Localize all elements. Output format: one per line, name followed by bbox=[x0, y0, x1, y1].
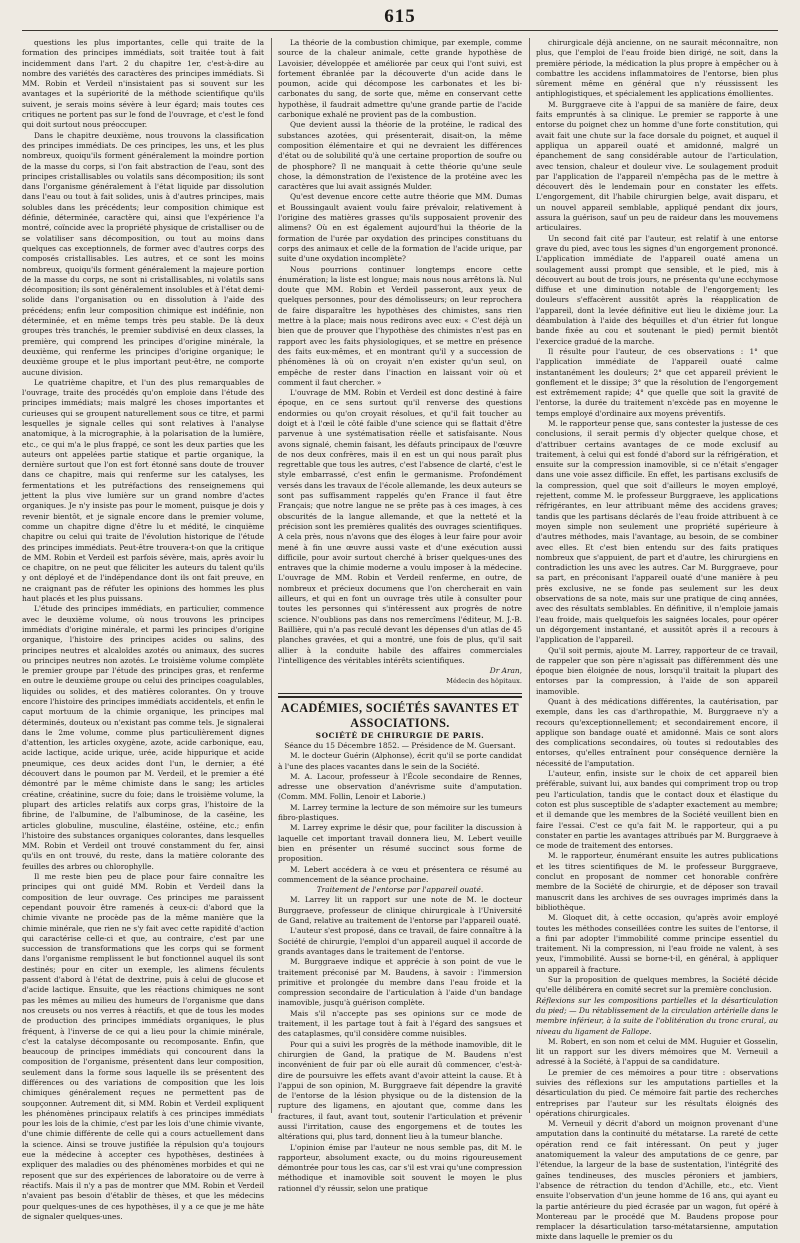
column-left bbox=[22, 38, 264, 1221]
author-affiliation: Médecin des hôpitaux. bbox=[446, 677, 522, 686]
paragraph: M. Verneuil y décrit d'abord un moignon provenant d'une amputation dans la continuité du métatarse. La rareté de cette opération rend ce fait intéressant. On peut y juger anatomiquement la valeur des amputations de ce genre, par l'étendue, la largeur de la base de sustentation, l'intégrité des gaînes tendineuses, des muscles péroniers et jambiers, l'absence de rétraction du tendon d'Achille, etc., etc. Vient ensuite l'observation d'un jeune homme de 16 ans, qui ayant eu la partie antérieure du pied écrasée par un wagon, fut opéré à Montereau par le procédé que M. Baudens propose pour remplacer la désarticulation tarso-métatarsienne, amputation mixte dans laquelle le premier os du bbox=[536, 1119, 778, 1242]
section-rule bbox=[278, 693, 522, 694]
paragraph: Que devient aussi la théorie de la protéine, le radical des substances azotées, qui présenterait, disait-on, la même composition élémentaire et qui ne devraient les différences d'état ou de solubilité qu'à une certaine proportion de soufre ou de phosphore? Il ne manquait à cette théorie qu'une seule chose, la démonstration de l'existence de la protéine avec les caractères que lui avait assignés Mulder. bbox=[278, 120, 522, 192]
paragraph: M. Burggraeve cite à l'appui de sa manière de faire, deux faits empruntés à sa clinique. Le premier se rapporte à une entorse du poignet chez un homme d'une forte constitution, qui avait fait une chute sur la face dorsale du poignet, et auquel il appliqua un appareil ouaté et amidonné, malgré un épanchement de sang considérable autour de l'articulation, avec tension, chaleur et douleur vive. Le soulagement produit par l'application de l'appareil n'empêcha pas de le mettre à découvert dès le lendemain pour en constater les effets. L'engorgement, dit l'habile chirurgien belge, avait disparu, et un nouvel appareil semblable, appliqué pendant dix jours, assura la guérison, sauf un peu de raideur dans les mouvemens articulaires. bbox=[536, 99, 778, 233]
paragraph: Il me reste bien peu de place pour faire connaître les principes qui ont guidé MM. Robin et Verdeil dans la composition de leur ouvrage. Ces principes me paraissent cependant pouvoir être ramenés à ceux-ci: d'abord que la chimie vivante ne procède pas de la même manière que la chimie minérale, que rien ne s'y fait avec cette rapidité d'action qui caractérise celle-ci et que, au contraire, c'est par une succession de transformations que les corps qui se forment dans l'organisme remplissent le but fonctionnel auquel ils sont destinés; pour en citer un exemple, les alimens féculents passent d'abord à l'état de dextrine, puis à celui de glucose et d'acide lactique. Ensuite, que les réactions chimiques ne sont pas les mêmes au milieu des humeurs de l'organisme que dans nos creusets ou nos verres à réactifs, et que de tous les modes de production des principes immédiats organiques, le plus fréquent, à l'inverse de ce qui a lieu pour la chimie minérale, c'est la catalyse décomposante ou recomposante. Enfin, que beaucoup de principes immédiats qui concourent dans la composition de l'organisme, présentent dans leur composition, seulement dans la forme sous laquelle ils se présentent des différences ou des variations de composition que les lois chimiques généralement reçues ne permettent pas de soupçonner. Autrement dit, si MM. Robin et Verdeil expliquent les phénomènes principaux relatifs à ces principes immédiats pour les lois de la chimie, c'est par les lois d'une chimie vivante, d'une chimie différente de celle qui a cours actuellement dans la science. Ainsi se trouve justifiée la répulsion qu'a toujours eue la médecine à accepter ces hypothèses, destinées à expliquer des maladies ou des phénomènes morbides et qui ne reposent que sur des expériences de laboratoire ou de verre à réactifs. Mais il n'y a pas de montrer que MM. Robin et Verdeil n'avaient pas besoin d'établir de thèses, et que les médecins pour quelques-unes de ces hypothèses, il y a ce que je me hâte de signaler quelques-unes. bbox=[22, 872, 264, 1221]
column-divider bbox=[529, 38, 530, 1113]
paragraph: Le premier de ces mémoires a pour titre : observations suivies des réflexions sur les amputations partielles et la désarticulation du pied. Ce mémoire fait partie des recherches entreprises par l'auteur sur les résultats éloignés des opérations chirurgicales. bbox=[536, 1067, 778, 1118]
paragraph: Dans le chapitre deuxième, nous trouvons la classification des principes immédiats. De ces principes, les uns, et les plus nombreux, quoiqu'ils forment généralement la moindre portion de la masse du corps, si l'on fait abstraction de l'eau, sont des principes cristallisables ou volatils sans décomposition; ils sont dans l'organisme généralement à l'état liquide par dissolution dans l'eau ou tout à fait solides, unis à d'autres principes, mais solubles dans les précédents; leur composition chimique est définie, déterminée, caractère qui, ainsi que l'expérience l'a montré, coïncide avec la propriété physique de cristalliser ou de se volatiliser sans décomposition, ou tout au moins dans quelques cas exceptionnels, de former avec d'autres corps des composés cristallisables. Les autres, et ce sont les moins nombreux, quoiqu'ils forment généralement la majeure portion de la masse du corps, ne sont ni cristallisables, ni volatils sans décomposition; ils sont généralement insolubles et à l'état demi-solide dans l'organisation ou en dissolution à l'aide des précédens; enfin leur composition chimique est indéfinie, non déterminée, et en même temps très peu stable. De là deux groupes très tranchés, le premier subdivisé en deux classes, la première, qui comprend les principes d'origine minérale, la deuxième, qui renferme les principes d'origine organique; le deuxième groupe et le plus important peut-être, ne comporte aucune division. bbox=[22, 130, 264, 377]
column-middle bbox=[278, 38, 522, 1193]
paragraph: La théorie de la combustion chimique, par exemple, comme source de la chaleur animale, cette grande hypothèse de Lavoisier, développée et améliorée par ceux qui l'ont suivi, est fortement ébranlée par la découverte d'un acide dans le poumon, acide qui décompose les carbonates et les bi-carbonates du sang, de sorte que, même en conservant cette hypothèse, il faudrait admettre qu'une grande partie de l'acide carbonique exhalé ne provient pas de la combustion. bbox=[278, 38, 522, 120]
paragraph: L'opinion émise par l'auteur ne nous semble pas, dit M. le rapporteur, absolument exacte, ou du moins rigoureusement démontrée pour tous les cas, car s'il est vrai qu'une compression méthodique et inamovible soit souvent le moyen le plus rationnel d'y réussir, selon une pratique bbox=[278, 1142, 522, 1193]
paragraph: M. A. Lacour, professeur à l'École secondaire de Rennes, adresse une observation d'anévrisme suite d'amputation. (Comm. MM. Follin, Lenoir et Laborie.) bbox=[278, 771, 522, 802]
paragraph: Le quatrième chapitre, et l'un des plus remarquables de l'ouvrage, traite des procédés qu'on emploie dans l'étude des principes immédiats; mais malgré les choses importantes et curieuses qui se groupent naturellement sous ce titre, et parmi lesquelles je signale celles qui sont relatives à l'analyse anatomique, à la micrographie, à la polarisation de la lumière, etc., ce qui m'a le plus frappé, ce sont les deux parties que les auteurs ont appelées partie statique et partie organique, la dernière surtout que l'on est fort étonné sans doute de trouver dans ce chapitre, mais qui renferme sur les catalyses, les fermentations et les putréfactions des renseignemens qui jettent la plus vive lumière sur un grand nombre d'actes organiques. Je n'y insiste pas pour le moment, puisque je dois y revenir bientôt, et je signale encore dans le premier volume, comme un chapitre digne d'être lu et médité, le cinquième chapitre ou celui qui traite de l'évolution historique de l'étude des principes immédiats. Peut-être trouvera-t-on que la critique de MM. Robin et Verdeil est parfois sévère, mais, après avoir lu ce chapitre, on ne peut que féliciter les auteurs du talent qu'ils y ont déployé et de l'indépendance dont ils ont fait preuve, en ne craignant pas de réfuter les opinions des hommes les plus haut placés et les plus puissans. bbox=[22, 377, 264, 604]
paragraph: chirurgicale déjà ancienne, on ne saurait méconnaître, non plus, que l'emploi de l'eau froide bien dirigé, ne soit, dans la première période, la médication la plus propre à empêcher ou à combattre les accidens inflammatoires de l'entorse, bien plus sûrement même en général que n'y réussissent les antiphlogistiques, et spécialement les applications émollientes. bbox=[536, 38, 778, 99]
paragraph: M. Lebert accédera à ce vœu et présentera ce résumé au commencement de la séance prochaine. bbox=[278, 864, 522, 884]
session-line: Séance du 15 Décembre 1852. — Présidence de M. Guersant. bbox=[284, 741, 516, 750]
paragraph: M. Larrey exprime le désir que, pour faciliter la discussion à laquelle cet important travail donnera lieu, M. Lebert veuille bien en présenter un résumé succinct sous forme de proposition. bbox=[278, 823, 522, 864]
paragraph: L'ouvrage de MM. Robin et Verdeil est donc destiné à faire époque, en ce sens surtout qu'il renverse des questions endormies ou qu'on croyait résolues, et qu'il fait toucher au doigt et à l'œil le côté faible d'une science qui se flattait d'être parvenue à une systématisation réelle et satisfaisante. Nous avons signalé, chemin faisant, les défauts principaux de l'œuvre de nos deux confrères, mais il en est un qui nous paraît plus regrettable que tous les autres, c'est l'absence de clarté, c'est le style embarrassé, c'est enfin le germanisme. Profondément versés dans les travaux de l'école allemande, les deux auteurs se sont pas suffisamment rappelés qu'en France il faut être Français; que notre langue ne se prête pas à ces images, à ces obscurités de la langue allemande, et que la netteté et la précision sont les premières qualités des ouvrages scientifiques. A cela près, nous n'avons que des éloges à leur faire pour avoir mené à fin une œuvre aussi vaste et d'une exécution aussi difficile, pour avoir surtout cherché à briser quelques-unes des entraves que la chimie moderne a voulu imposer à la médecine. L'ouvrage de MM. Robin et Verdeil renferme, en outre, de nombreux et précieux documens que l'on chercherait en vain ailleurs, et qui en font un ouvrage très utile à consulter pour toutes les personnes qui s'intéressent aux progrès de notre science. N'oublions pas dans nos remercîmens l'éditeur, M. J.-B. Baillière, qui n'a pas reculé devant les dépenses d'un atlas de 45 planches gravées, et qui a montré, une fois de plus, qu'il sait allier à la conduite habile des affaires commerciales l'intelligence des véritables intérêts scientifiques. bbox=[278, 388, 522, 665]
subheading: Traitement de l'entorse par l'appareil ouaté. bbox=[316, 885, 484, 895]
paragraph: Nous pourrions continuer longtemps encore cette énumération; la liste est longue; mais nous nous arrêtons là. Nul doute que MM. Robin et Verdeil passeront, aux yeux de quelques personnes, pour des démolisseurs; on leur reprochera de faire disparaître les hypothèses des chimistes, sans rien mettre à la place; mais nous redirons avec eux: « C'est déjà un bien que de prouver que l'hypothèse des chimistes n'est pas en rapport avec les faits physiologiques, et se mettre en présence des faits eux-mêmes, et en montrant qu'il y a succession de phénomènes là où on croyait n'en exister qu'un seul, on empêche de rester dans l'inaction en laissant voir où et comment il faut chercher. » bbox=[278, 264, 522, 387]
section-rule bbox=[278, 696, 522, 698]
society-title: SOCIÉTÉ DE CHIRURGIE DE PARIS. bbox=[315, 730, 485, 740]
paragraph: M. Robert, en son nom et celui de MM. Huguier et Gosselin, lit un rapport sur les divers mémoires que M. Verneuil a adressé à la Société, à l'appui de sa candidature. bbox=[536, 1036, 778, 1067]
column-right bbox=[536, 38, 778, 1242]
paragraph: Sur la proposition de quelques membres, la Société décide qu'elle délibérera en comité secret sur la première conclusion. bbox=[536, 975, 778, 995]
column-divider bbox=[271, 38, 272, 1113]
top-rule bbox=[22, 30, 778, 31]
paragraph: L'étude des principes immédiats, en particulier, commence avec le deuxième volume, où nous trouvons les principes immédiats d'origine minérale, et parmi les principes d'origine organique, l'histoire des principes acides ou salins, des principes neutres et alcaloïdes azotés ou animaux, des sucres ou principes neutres non azotés. Le troisième volume complète le premier groupe par l'étude des principes gras, et renferme en outre le deuxième groupe ou celui des principes coagulables, liquides ou solides, et des matières colorantes. On y trouve encore l'histoire des principes immédiats accidentels, et enfin le caput mortuum de la chimie organique, les principes mal déterminés, douteux ou n'existant pas comme tels. Je signalerai dans le 2me volume, comme plus particulièrement dignes d'attention, les articles oxygène, azote, acide carbonique, eau, acide lactique, acide urique, urée, acide hippurique et acide pneumique, ces deux acides dont l'un, le dernier, a été découvert dans le poumon par M. Verdeil, et le premier a été démontré par le même chimiste dans le sang; les articles créatine, créatinine, sucre du foie; dans le troisième volume, la plupart des articles relatifs aux corps gras, l'histoire de la fibrine, de l'albumine, de l'albuminose, de la caséine, les articles globuline, musculine, élastéine, ostéine, etc.; enfin l'histoire des substances organiques colorantes, dans lesquelles MM. Robin et Verdeil ont trouvé constamment du fer, ainsi qu'ils en ont trouvé, du reste, dans la matière colorante des feuilles des arbres ou chlorophylle. bbox=[22, 604, 264, 871]
paragraph: questions les plus importantes, celle qui traite de la formation des principes immédiats, soit traitée tout à fait incidemment dans l'art. 2 du chapitre 1er, c'est-à-dire au nombre des variétés des caractères des principes immédiats. Si MM. Robin et Verdeil n'insistaient pas si souvent sur les avantages et la supériorité de la méthode scientifique qu'ils suivent, je serais moins sévère à leur égard; mais toutes ces critiques ne portent pas sur le fond de l'ouvrage, et c'est le fond qui doit surtout nous préoccuper. bbox=[22, 38, 264, 130]
paragraph: Il résulte pour l'auteur, de ces observations : 1° que l'application immédiate de l'appareil ouaté calme instantanément les douleurs; 2° que cet appareil prévient le gonflement et le dissipe; 3° que la résolution de l'engorgement est extrêmement rapide; 4° que quelle que soit la gravité de l'entorse, la durée du traitement n'excède pas en moyenne le temps employé d'ordinaire aux moyens préventifs. bbox=[536, 346, 778, 418]
paragraph: Qu'il soit permis, ajoute M. Larrey, rapporteur de ce travail, de rappeler que son père n'agissait pas différemment dès une époque bien éloignée de nous, lorsqu'il traitait la plupart des entorses par la compression, à l'aide de son appareil inamovible. bbox=[536, 645, 778, 696]
paragraph: Pour qui a suivi les progrès de la méthode inamovible, dit le chirurgien de Gand, la pratique de M. Baudens n'est inconvénient de fuir par où elle aurait dû commencer, c'est-à-dire de poursuivre les effets avant d'avoir atteint la cause. Et à l'appui de son opinion, M. Burggraeve fait dépendre la gravité de l'entorse de la lésion physique ou de la distension de la rupture des ligamens, en ajoutant que, comme dans les fractures, il faut, avant tout, soutenir l'articulation et prévenir aussi l'irritation, cause des engorgemens et de toutes les altérations qui, plus tard, donnent lieu à la tumeur blanche. bbox=[278, 1039, 522, 1142]
paragraph: M. Gloquet dit, à cette occasion, qu'après avoir employé toutes les méthodes conseillées contre les suites de l'entorse, il a fini par adopter l'immobilité comme principe essentiel du traitement. Ni la compression, ni l'eau froide ne valent, à ses yeux, l'immobilité. Aussi se borne-t-il, en général, à appliquer un appareil à fracture. bbox=[536, 913, 778, 974]
paragraph: Mais s'il n'accepte pas ses opinions sur ce mode de traitement, il les partage tout à fait à l'égard des sangsues et des cataplasmes, qu'il considère comme nuisibles. bbox=[278, 1008, 522, 1039]
paragraph: M. Burggraeve indique et apprécie à son point de vue le traitement préconisé par M. Baudens, à savoir : l'immersion primitive et prolongée du membre dans l'eau froide et la compression secondaire de l'articulation à l'aide d'un bandage inamovible, jusqu'à guérison complète. bbox=[278, 957, 522, 1008]
paragraph: M. Larrey termine la lecture de son mémoire sur les tumeurs fibro-plastiques. bbox=[278, 802, 522, 823]
paragraph: M. Larrey lit un rapport sur une note de M. le docteur Burggraeve, professeur de clinique chirurgicale à l'Université de Gand, relative au traitement de l'entorse par l'appareil ouaté. bbox=[278, 895, 522, 926]
paragraph: Qu'est devenue encore cette autre théorie que MM. Dumas et Boussingault avaient voulu faire prévaloir, relativement à l'origine des matières grasses qu'ils supposaient provenir des alimens? Où en est également aujourd'hui la théorie de la formation de l'urée par oxydation des principes constituans du corps des animaux et celle de la formation de l'acide urique, par suite d'une oxydation incomplète? bbox=[278, 192, 522, 264]
paragraph: M. le docteur Guérin (Alphonse), écrit qu'il se porte candidat à l'une des places vacantes dans le sein de la Société. bbox=[278, 751, 522, 771]
paragraph: L'auteur, enfin, insiste sur le choix de cet appareil bien préférable, suivant lui, aux bandes qui compriment trop ou trop peu l'articulation, tandis que le contact doux et élastique du coton est plus susceptible de s'adapter exactement au membre; et il demande que les membres de la Société veuillent bien en faire l'essai. C'est ce qu'a fait M. le rapporteur, qui a pu constater en partie les avantages attribués par M. Burggraeve à ce mode de traitement des entorses. bbox=[536, 769, 778, 851]
paragraph: L'auteur s'est proposé, dans ce travail, de faire connaître à la Société de chirurgie, l'emploi d'un appareil auquel il accorde de grands avantages dans le traitement de l'entorse. bbox=[278, 926, 522, 956]
paragraph: M. le rapporteur pense que, sans contester la justesse de ces conclusions, il serait permis d'y objecter quelque chose, et d'attribuer certains avantages de ce mode exclusif au traitement, à celui qui est fondé d'abord sur la réfrigération, et ensuite sur la compression inamovible, si ce n'était s'engager dans une voie assez difficile. En effet, les partisans exclusifs de la compression, quel que soit d'ailleurs le moyen employé, rejettent, comme M. le professeur Burggraeve, les applications réfrigérantes, en leur attribuant même des accidens graves; tandis que les partisans déclarés de l'eau froide attribuent à ce moyen simple non seulement une propriété supérieure à d'autres méthodes, mais l'avantage, au besoin, de se combiner avec elles. Et c'est bien entendu sur des faits pratiques nombreux que s'appuient, de part et d'autre, les chirurgiens en contradiction les uns avec les autres. Car M. Burggraeve, pour sa part, en préconisant l'appareil ouaté d'une manière à peu près exclusive, ne se fonde pas seulement sur les deux observations de sa note, mais sur une pratique de cinq années, avec des résultats semblables. En définitive, il n'emploie jamais l'eau froide, mais quelquefois les saignées locales, pour opérer un dégorgement instantané, et aussitôt après il a recours à l'application de l'appareil. bbox=[536, 418, 778, 645]
subheading: Réflexions sur les compositions partielles et la désarticulation du pied; — Du rétablissement de la circulation artérielle dans le membre inférieur, à la suite de l'oblitération du tronc crural, au niveau du ligament de Fallope. bbox=[536, 995, 778, 1036]
paragraph: Un second fait cité par l'auteur, est relatif à une entorse grave du pied, avec tous les signes d'un engorgement prononcé. L'application immédiate de l'appareil ouaté amena un soulagement aussi prompt que sensible, et le pied, mis à découvert au bout de trois jours, ne présenta qu'une ecchymose diffuse et une diminution notable de l'engorgement; les douleurs s'effacèrent aussitôt après la réapplication de l'appareil, dont la levée définitive eut lieu le dixième jour. La déambulation à l'aide des béquilles et d'un étrier fut longue bande fixée au cou et soutenant le pied) permit bientôt l'exercice gradué de la marche. bbox=[536, 233, 778, 346]
author-signature: Dr Aran, bbox=[489, 666, 522, 676]
paragraph: Quant à des médications différentes, la cautérisation, par exemple, dans les cas d'arthropathie, M. Burggraeve n'y a recours qu'exceptionnellement; et secondairement encore, il applique son bandage ouaté et amidonné. Mais ce sont alors des complications secondaires, où toutes si redoutables des entorses, qu'elles entraînent pour conséquence dernière la nécessité de l'amputation. bbox=[536, 697, 778, 768]
page-number: 615 bbox=[384, 6, 416, 27]
section-title: ACADÉMIES, SOCIÉTÉS SAVANTES ET ASSOCIATIONS. bbox=[280, 700, 520, 730]
paragraph: M. le rapporteur, énumérant ensuite les autres publications et les titres scientifiques de M. le professeur Burggraeve, conclut en proposant de nommer cet honorable confrère membre de la Société de chirurgie, et de déposer son travail manuscrit dans les archives de ses ouvrages imprimés dans la bibliothèque. bbox=[536, 851, 778, 912]
